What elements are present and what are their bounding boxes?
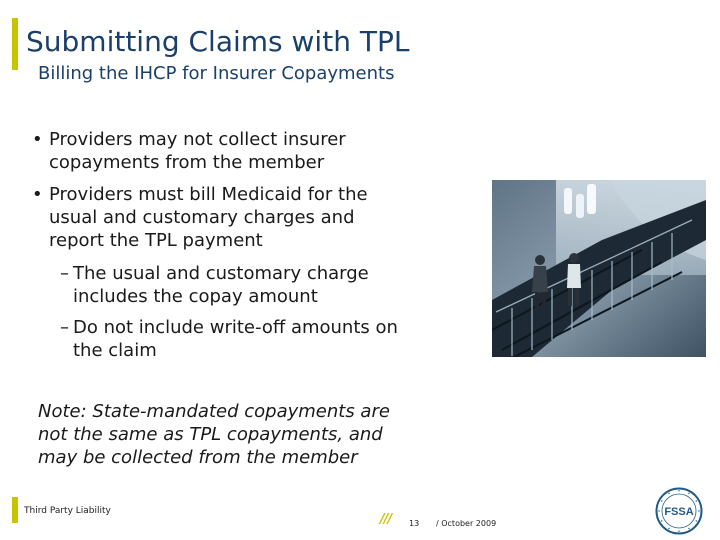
footer-accent-bar xyxy=(12,497,18,523)
bullet-line: usual and customary charges and xyxy=(49,207,355,228)
sub-bullet-item xyxy=(60,316,460,362)
bullet-line: includes the copay amount xyxy=(73,286,318,307)
bullet-line: Providers may not collect insurer xyxy=(49,129,346,150)
dash-marker: – xyxy=(60,317,69,338)
bullet-marker: • xyxy=(32,129,43,150)
bullet-item xyxy=(32,128,432,174)
footer-date: / October 2009 xyxy=(436,519,497,528)
bullet-marker: • xyxy=(32,184,43,205)
title-accent-bar xyxy=(12,18,18,70)
bullet-line: The usual and customary charge xyxy=(73,263,369,284)
note-text xyxy=(38,400,471,469)
dash-marker: – xyxy=(60,263,69,284)
logo-initials: FSSA xyxy=(664,506,694,518)
staircase-photo xyxy=(492,180,706,357)
slide-title: Submitting Claims with TPL xyxy=(26,25,410,58)
slide-subtitle: Billing the IHCP for Insurer Copayments xyxy=(38,63,395,84)
note-line: Note: State-mandated copayments are xyxy=(38,401,390,422)
footer-slash-ornament: /// xyxy=(380,512,392,527)
bullet-line: report the TPL payment xyxy=(49,230,263,251)
bullet-line: copayments from the member xyxy=(49,152,325,173)
note-line: may be collected from the member xyxy=(38,447,358,468)
bullet-line: Providers must bill Medicaid for the xyxy=(49,184,368,205)
bullet-line: Do not include write-off amounts on xyxy=(73,317,398,338)
note-line: not the same as TPL copayments, and xyxy=(38,424,383,445)
bullet-line: the claim xyxy=(73,340,157,361)
sub-bullet-item xyxy=(60,262,440,308)
footer-label: Third Party Liability xyxy=(24,506,111,516)
page-number: 13 xyxy=(409,519,420,528)
bullet-item xyxy=(32,183,432,252)
fssa-seal-logo xyxy=(655,487,703,535)
